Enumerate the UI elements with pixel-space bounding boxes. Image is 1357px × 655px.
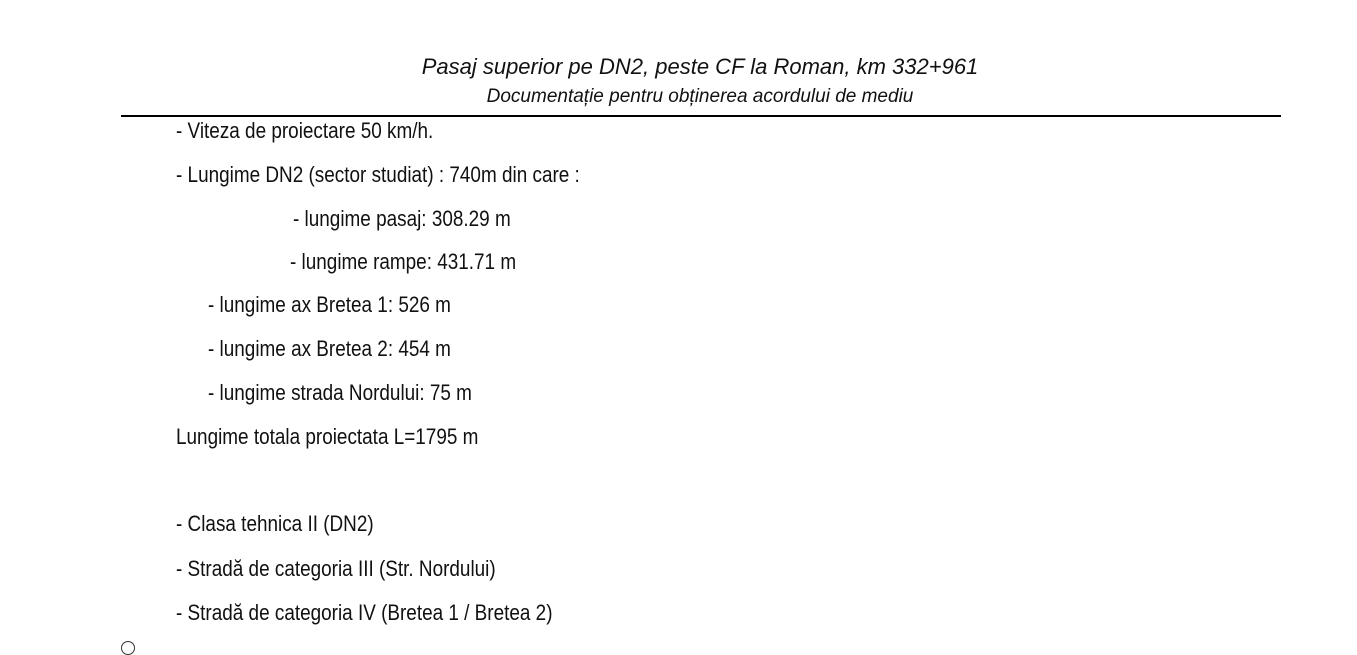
text-line: - Stradă de categoria IV (Bretea 1 / Bretea 2) (176, 600, 553, 625)
text-line: - lungime strada Nordului: 75 m (208, 380, 472, 405)
text-line: Lungime totala proiectata L=1795 m (176, 424, 479, 449)
document-header-subtitle: Documentație pentru obținerea acordului de mediu (486, 86, 914, 107)
text-line: - lungime ax Bretea 1: 526 m (208, 292, 451, 317)
text-line: - Stradă de categoria III (Str. Nordului) (176, 556, 496, 581)
document-header-title: Pasaj superior pe DN2, peste CF la Roman, km 332+961 (421, 54, 979, 79)
bullet-icon (121, 641, 135, 655)
header-divider (121, 115, 1281, 117)
text-line: - lungime ax Bretea 2: 454 m (208, 336, 451, 361)
text-line: - lungime pasaj: 308.29 m (293, 206, 511, 231)
text-line: - Clasa tehnica II (DN2) (176, 511, 374, 536)
text-line: - Lungime DN2 (sector studiat) : 740m din care : (176, 162, 580, 187)
text-line: - Viteza de proiectare 50 km/h. (176, 118, 434, 143)
text-line: - lungime rampe: 431.71 m (290, 249, 517, 274)
